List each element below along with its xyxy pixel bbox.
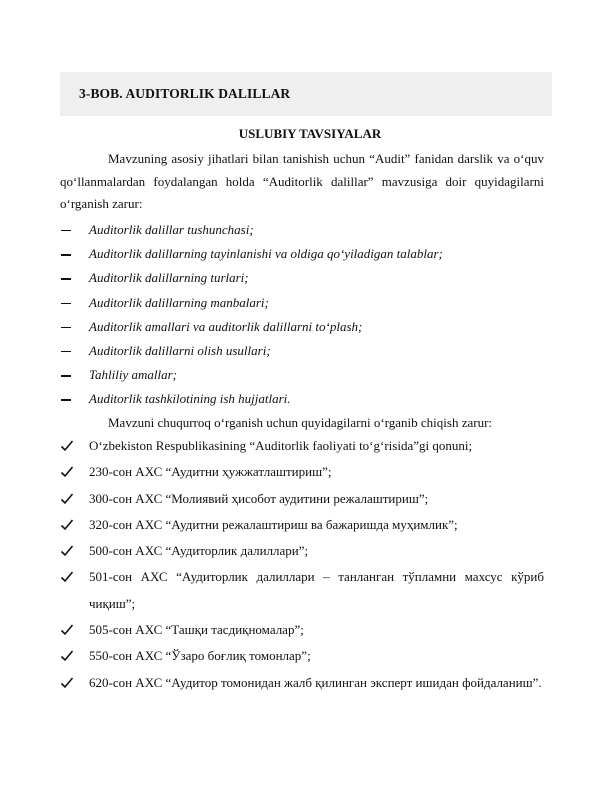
intro-paragraph: Mavzuning asosiy jihatlari bilan tanishish uchun “Audit” fanidan darslik va o‘quv qo‘llanmalardan foydalangan holda “Auditorlik dalillar” mavzusiga doir quyidagilarni o‘rganish zarur: <box>60 151 544 212</box>
chapter-header-band <box>60 72 552 116</box>
topic-item <box>60 242 544 266</box>
source-item <box>60 643 544 669</box>
topic-list <box>60 218 544 412</box>
topic-text: Auditorlik dalillarning manbalari; <box>89 294 269 310</box>
source-item <box>60 486 544 512</box>
topic-text: Tahliliy amallar; <box>89 367 178 383</box>
source-text: 230-сон АХС “Аудитни ҳужжатлаштириш”; <box>89 464 332 480</box>
dash-icon <box>61 230 71 231</box>
source-text: 500-сон АХС “Аудиторлик далиллари”; <box>89 543 309 559</box>
checkmark-icon <box>60 623 74 637</box>
topic-text: Auditorlik dalillar tushunchasi; <box>89 222 254 237</box>
checkmark-icon <box>60 465 74 479</box>
topic-text: Auditorlik dalillarni olish usullari; <box>89 343 271 359</box>
source-item <box>60 538 544 564</box>
dash-icon <box>61 375 71 376</box>
dash-icon <box>61 303 71 304</box>
source-text: 620-сон АХС “Аудитор томонидан жалб қилинган эксперт ишидан фойдаланиш”. <box>89 674 542 690</box>
topic-item <box>60 218 544 242</box>
dash-icon <box>61 351 71 352</box>
topic-item <box>60 315 544 339</box>
source-text: 505-сон АХС “Ташқи тасдиқномалар”; <box>89 622 304 638</box>
source-text: O‘zbekiston Respublikasining “Auditorlik faoliyati to‘g‘risida”gi qonuni; <box>89 438 473 453</box>
source-text: 320-сон АХС “Аудитни режалаштириш ва бажаришда муҳимлик”; <box>89 516 458 532</box>
topic-item <box>60 339 544 363</box>
checkmark-icon <box>60 570 74 584</box>
topic-item <box>60 363 544 387</box>
source-item <box>60 670 544 696</box>
source-item <box>60 433 544 459</box>
dash-icon <box>61 327 71 328</box>
topic-text: Auditorlik dalillarning tayinlanishi va oldiga qo‘yiladigan talablar; <box>89 246 443 262</box>
topic-item <box>60 387 544 411</box>
checkmark-icon <box>60 544 74 558</box>
source-text: 550-сон АХС “Ўзаро боғлиқ томонлар”; <box>89 648 311 664</box>
source-list <box>60 433 544 696</box>
section-title: USLUBIY TAVSIYALAR <box>238 126 382 141</box>
checkmark-icon <box>60 518 74 532</box>
source-item <box>60 512 544 538</box>
source-item <box>60 564 544 617</box>
checkmark-icon <box>60 492 74 506</box>
topic-text: Auditorlik amallari va auditorlik dalillarni to‘plash; <box>89 318 363 334</box>
chapter-title: 3-BOB. AUDITORLIK DALILLAR <box>79 86 291 101</box>
dash-icon <box>61 254 71 255</box>
topic-text: Auditorlik dalillarning turlari; <box>89 270 249 286</box>
topic-text: Auditorlik tashkilotining ish hujjatlari. <box>89 391 291 407</box>
checkmark-icon <box>60 649 74 663</box>
topic-item <box>60 266 544 290</box>
source-item <box>60 617 544 643</box>
dash-icon <box>61 278 71 279</box>
source-text: 300-сон АХС “Молиявий ҳисобот аудитини режалаштириш”; <box>89 490 429 506</box>
checkmark-icon <box>60 439 74 453</box>
dash-icon <box>61 399 71 400</box>
topic-item <box>60 291 544 315</box>
study-lead-paragraph: Mavzuni chuqurroq o‘rganish uchun quyidagilarni o‘rganib chiqish zarur: <box>108 415 493 430</box>
checkmark-icon <box>60 676 74 690</box>
source-item <box>60 459 544 485</box>
source-text: 501-сон АХС “Аудиторлик далиллари – танланган тўпламни махсус кўриб чиқиш”; <box>89 569 544 611</box>
